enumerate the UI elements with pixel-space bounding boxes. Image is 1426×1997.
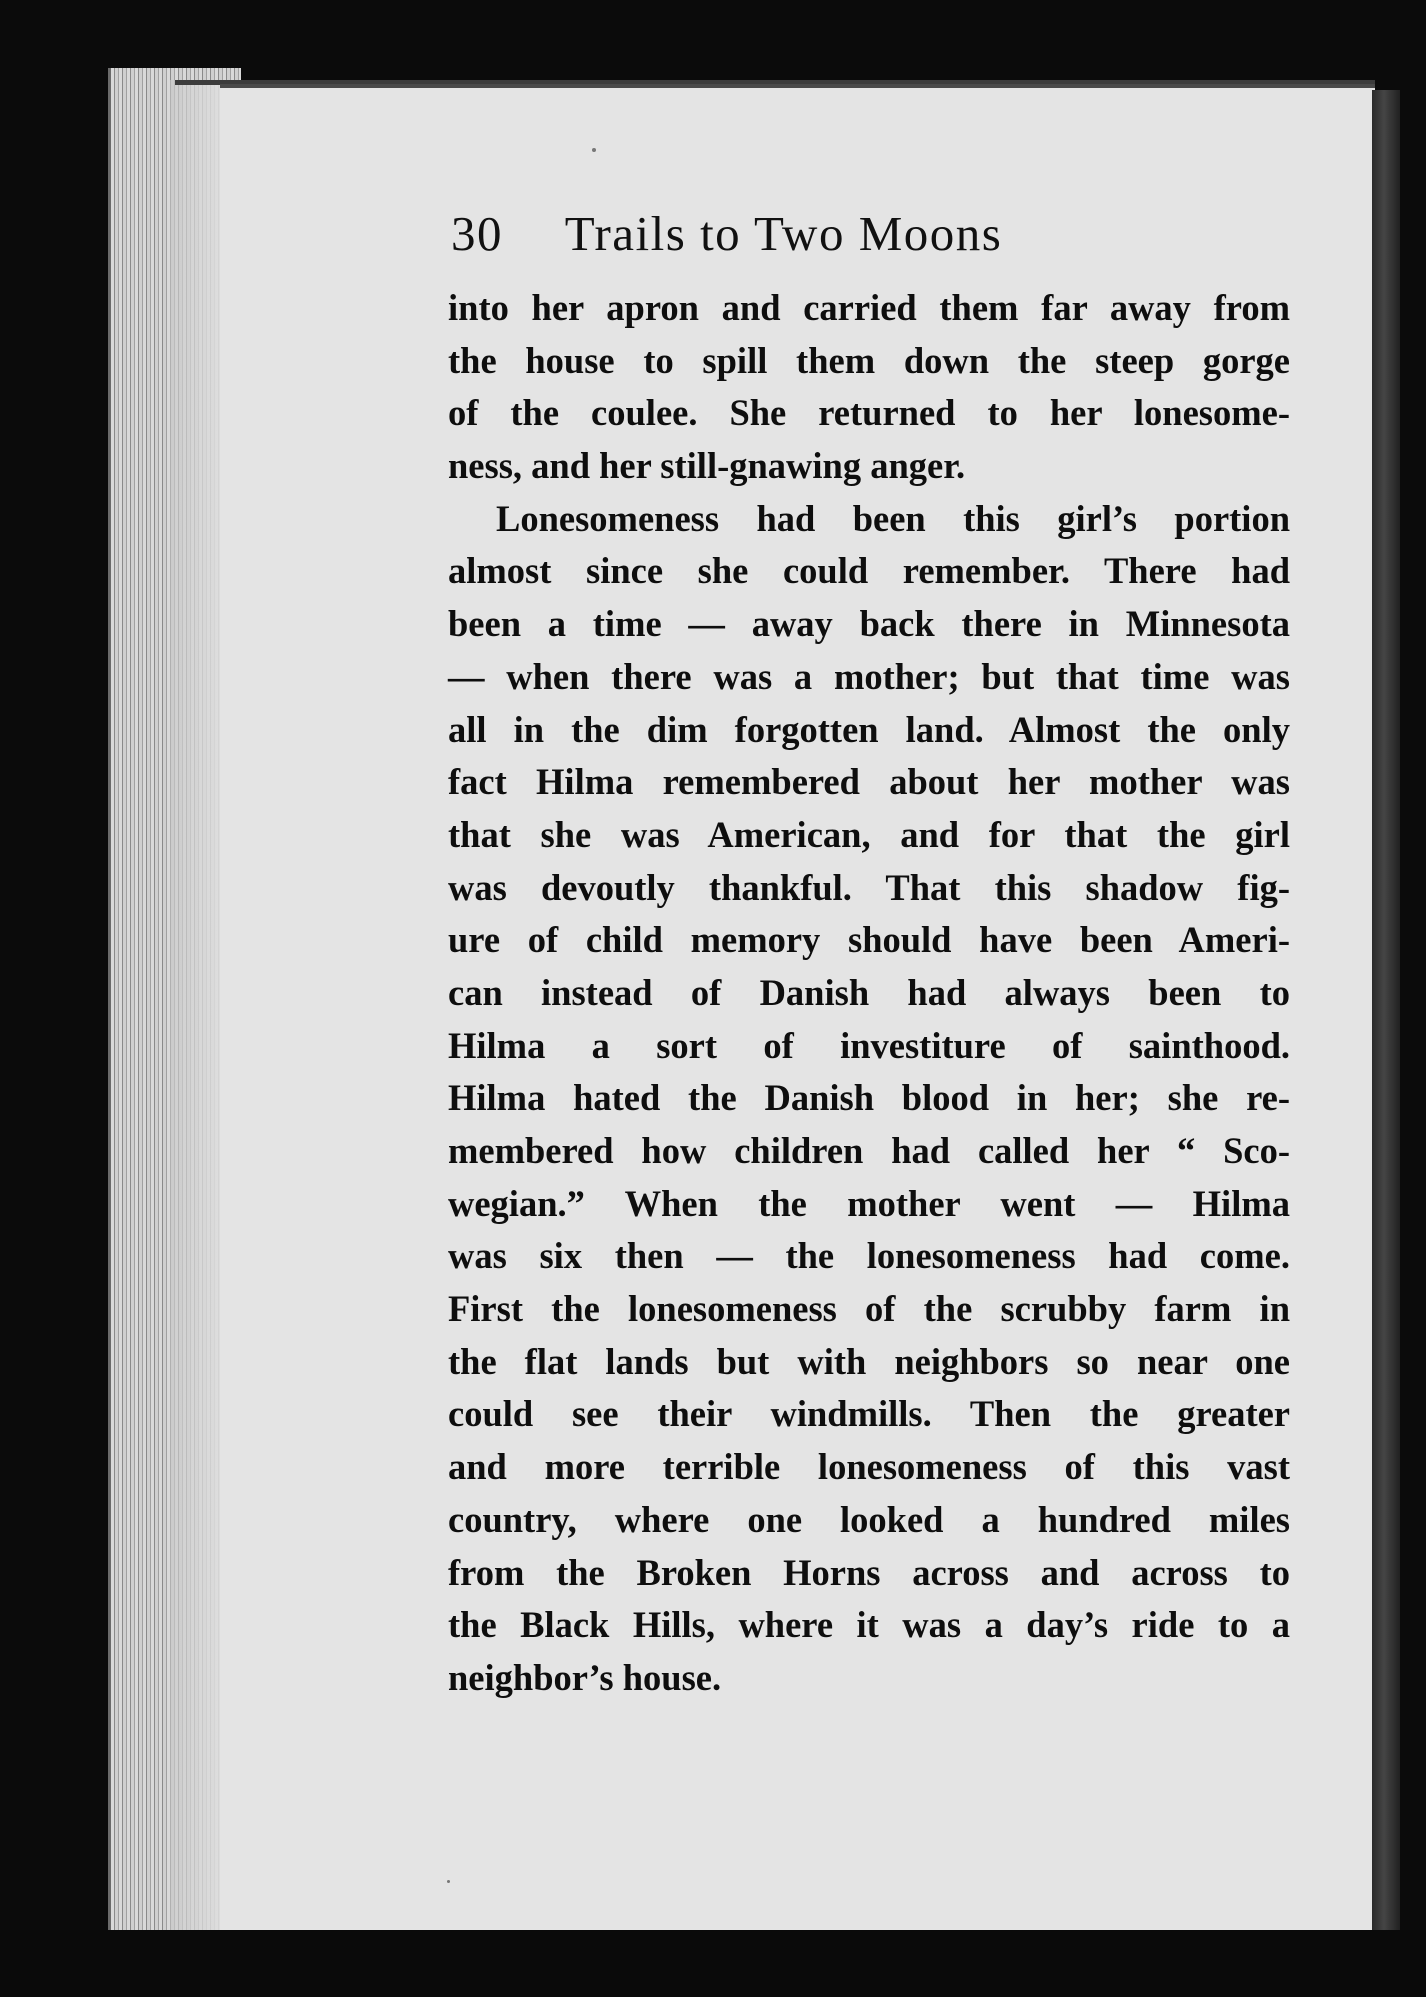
text-line: wegian.” When the mother went — Hilma (448, 1182, 1290, 1224)
dust-speck (447, 1880, 450, 1883)
text-line: all in the dim forgotten land. Almost the only (448, 708, 1290, 750)
dust-speck (592, 148, 596, 152)
text-line: can instead of Danish had always been to (448, 971, 1290, 1013)
page-number: 30 (451, 206, 503, 261)
text-line: that she was American, and for that the girl (448, 813, 1290, 855)
text-line: almost since she could remember. There had (448, 550, 1290, 592)
text-line: Hilma a sort of investiture of sainthood. (448, 1024, 1290, 1066)
text-line: and more terrible lonesomeness of this vast (448, 1446, 1290, 1488)
book-binding (1372, 90, 1402, 1930)
running-title: Trails to Two Moons (564, 206, 1003, 261)
scan-border-right (1400, 90, 1426, 1930)
text-line: from the Broken Horns across and across to (448, 1551, 1290, 1593)
text-line: was devoutly thankful. That this shadow fig- (448, 866, 1290, 908)
text-line: Hilma hated the Danish blood in her; she re- (448, 1077, 1290, 1119)
body-text (448, 282, 1290, 1705)
text-line: — when there was a mother; but that time was (448, 655, 1290, 697)
scan-border-bottom (0, 1930, 1426, 1997)
running-header (451, 205, 1301, 275)
text-line: country, where one looked a hundred miles (448, 1498, 1290, 1540)
text-line: into her apron and carried them far away from (448, 287, 1290, 328)
text-line: First the lonesomeness of the scrubby farm in (448, 1288, 1290, 1330)
text-line: the Black Hills, where it was a day’s ride to a (448, 1604, 1290, 1646)
text-line: the flat lands but with neighbors so near one (448, 1340, 1290, 1382)
text-line: ness, and her still-gnawing anger. (448, 445, 966, 487)
text-line: neighbor’s house. (448, 1656, 722, 1698)
text-line: the house to spill them down the steep gorge (448, 339, 1290, 381)
text-line: Lonesomeness had been this girl’s portion (496, 497, 1290, 539)
text-line: been a time — away back there in Minnesota (448, 603, 1290, 645)
text-line: could see their windmills. Then the greater (448, 1393, 1290, 1435)
text-line: ure of child memory should have been Ameri- (448, 919, 1290, 961)
text-line: fact Hilma remembered about her mother was (448, 761, 1290, 803)
text-line: was six then — the lonesomeness had come. (448, 1235, 1290, 1277)
text-line: of the coulee. She returned to her lonesome- (448, 392, 1290, 434)
text-line: membered how children had called her “ Sco- (448, 1130, 1290, 1171)
